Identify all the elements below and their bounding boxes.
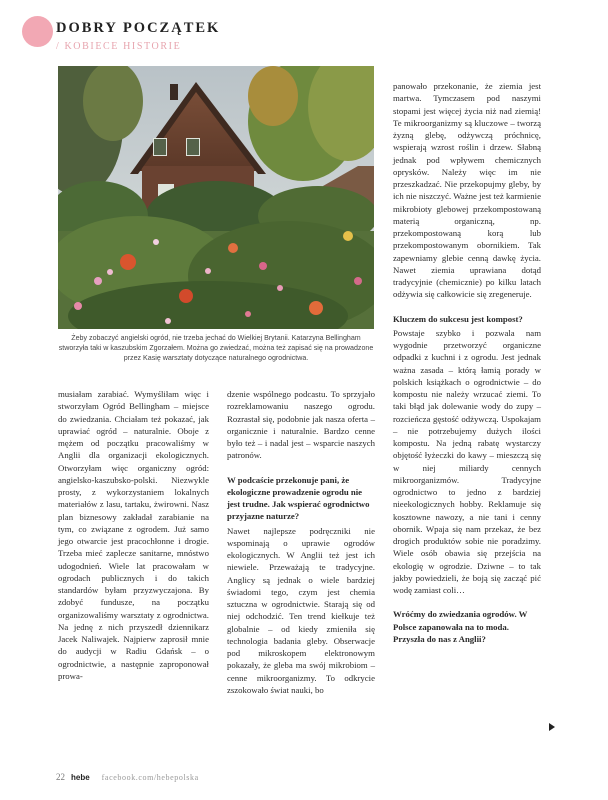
paragraph: Nawet najlepsze podręczniki nie wspominają o uprawie ogrodów ekologicznych. W Anglii też jest ich niewiele. Przeważają te tradycyjne. Anglicy są jednak o wiele bardziej świadomi tego, czym jest chemia sztuczna w ogrodnictwie. Starają się od niej odchodzić. Ten trend kiełkuje też globalnie – od kiedy zmieniła się technologia badania gleby. Obserwacje pod mikroskopem elektronowym pokazały, że gleba ma swój mikrobiom – cenne mikroorganizmy. To odkrycie zszokowało świat nauki, bo [227,525,375,695]
brand-logo: hebe [71,773,90,782]
interview-question: Kluczem do sukcesu jest kompost? [393,313,523,324]
interview-question: W podcaście przekonuje pani, że ekologiczne prowadzenie ogrodu nie jest trudne. Jak wspierać ogrodnictwo przyjazne naturze? [227,474,370,522]
page-number: 22 [56,772,65,782]
footer-url: facebook.com/hebepolska [101,773,199,782]
page-footer [56,772,199,782]
paragraph: dzenie wspólnego podcastu. To sprzyjało rozreklamowaniu naszego ogrodu. Rozrastał się, podobnie jak nasza oferta – organicznie i naturalnie. Bardzo cenne było też – i nadal jest – wsparcie naszych patronów. [227,389,375,461]
text-column-3 [393,80,541,647]
section-subtitle: / KOBIECE HISTORIE [56,41,182,52]
photo-caption: Żeby zobaczyć angielski ogród, nie trzeba jechać do Wielkiej Brytanii. Katarzyna Bellingham stworzyła taki w kaszubskim Zgorzałem. Można go zwiedzać, można też zapisać się na prowadzone przez Kasię warsztaty dotyczące naturalnego ogrodnictwa. [58,334,374,362]
text-column-2 [227,388,375,696]
garden-house-photo [58,66,374,329]
paragraph: panowało przekonanie, że ziemia jest martwa. Tymczasem pod naszymi stopami jest więcej życia niż nad ziemią! Te mikroorganizmy są kluczowe – tworzą żyzną glebę, odżywczą próchnicę, wspierają wzrost roślin i drzew. Słabną jednak pod wpływem chemicznych oprysków. Należy więc im nie przeszkadzać. Nie przekopujmy gleby, by ich nie niszczyć. Ważne jest też karmienie mikrobioty glebowej przekompostowaną materią organiczną, np. przekompostowaną korą lub przekompostowanym obornikiem. Tak zapewniamy glebie cenną dawkę życia. Nawet ziemia uprawiana dotąd tradycyjnie (chemicznie) po kilku latach odżywia się całkowicie się zregeneruje. [393,81,541,300]
section-title: DOBRY POCZĄTEK [56,20,221,36]
continue-arrow-icon [549,723,555,731]
text-column-1 [58,388,209,682]
paragraph: Powstaje szybko i pozwala nam wygodnie przetworzyć organiczne odpadki z kuchni i z ogrodu. Jest jednak ważna zasada – którą łamią porady w polskich książkach o ogrodnictwie – do kompostu nie należy wrzucać ziemi. To taki błąd jak dolewanie wody do zupy – rozcieńcza gęstość odżywczą. Uspokajam – nie potrzebujemy dużych ilości kompostu. Na jedną rabatę wystarczy objętość łyżeczki do kawy – mieszczą się w niej miliardy cennych mikroorganizmów. Tradycyjne ogrodnictwo to jedno z bardziej nieekologicznych hobby. Reklamuje się kosztowne nawozy, a nie tani i cenny obornik. Wpaja się nam przekaz, że bez drogich produktów sobie nie poradzimy. Wiele osób obawia się przejścia na ekologię w ogrodzie. Dziwne – to tak jakby powiedzieli, że boją się zacząć pić wodę zamiast coli… [393,327,541,595]
interview-question: Wróćmy do zwiedzania ogrodów. W Polsce zapanowała na to moda. Przyszła do nas z Anglii? [393,609,528,644]
paragraph: musiałam zarabiać. Wymyśliłam więc i stworzyłam Ogród Bellingham – miejsce do zwiedzania. Chciałam też pokazać, jak uprawiać ogród – naturalnie. Oboje z mężem od początku pracowaliśmy w Anglii dla organizacji ekologicznych. Otworzyłam więc organiczny ogród: angielsko-kaszubsko-polski. Niezwykle prosty, z wykorzystaniem lokalnych materiałów z lasu, tartaku, żwirowni. Nasz plan biznesowy zakładał zarabianie na tym, co związane z ogrodem. Już samo jego otwarcie jest pracochłonne i drogie. Trzeba mieć zaplecze sanitarne, mnóstwo udogodnień. Wiele lat pracowałam w ogrodach publicznych i do takich standardów byłam przyzwyczajona. By zdobyć fundusze, na początku organizowaliśmy warsztaty z ogrodnictwa. Na jednę z nich przyszedł dziennikarz Jacek Naliwajek. Najpierw zaprosił mnie do audycji w Radiu Gdańsk – o ogrodnictwie, a następnie zaproponował prowa- [58,389,209,681]
section-dot [22,16,53,47]
